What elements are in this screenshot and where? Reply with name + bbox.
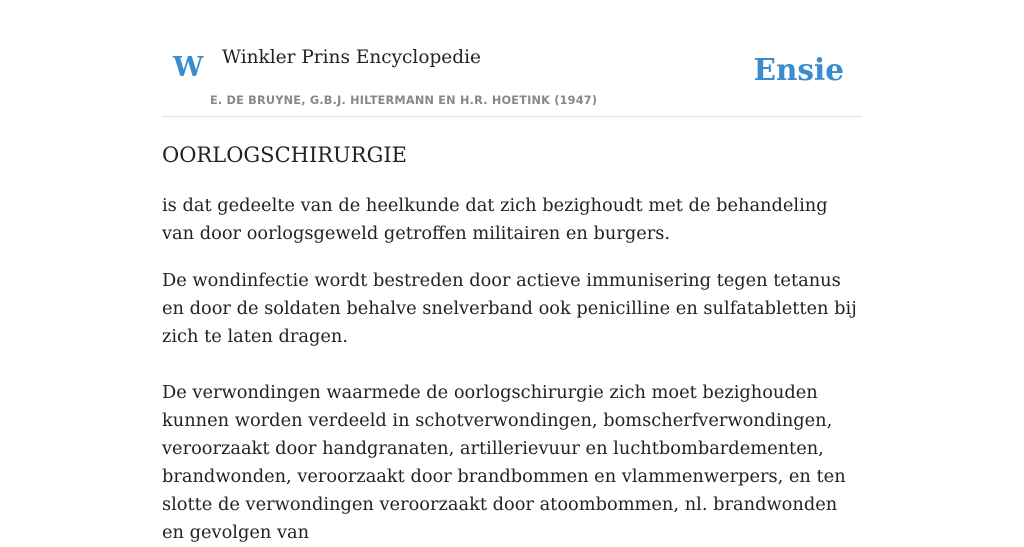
publication-title[interactable]: Winkler Prins Encyclopedie: [222, 47, 481, 68]
ensie-logo[interactable]: Ensie: [753, 52, 844, 87]
encyclopedia-header: [162, 0, 862, 117]
publication-authors: E. DE BRUYNE, G.B.J. HILTERMANN EN H.R. HOETINK (1947): [210, 94, 598, 107]
article-paragraph: is dat gedeelte van de heelkunde dat zich bezighoudt met de behandeling van door oorlogsgeweld getroffen militairen en burgers.: [162, 195, 828, 244]
article-paragraph: De verwondingen waarmede de oorlogschirurgie zich moet bezighouden kunnen worden verdeeld in schotverwondingen, bomscherfverwondingen, veroorzaakt door handgranaten, artillerievuur en luchtbombardementen, brandwonden, veroorzaakt door brandbommen en vlammenwerpers, en ten slotte de verwondingen veroorzaakt door atoombommen, nl. brandwonden en gevolgen van: [162, 382, 846, 543]
article-paragraph: De wondinfectie wordt bestreden door actieve immunisering tegen tetanus en door de soldaten behalve snelverband ook penicilline en sulfatabletten bij zich te laten dragen.: [162, 270, 857, 347]
winkler-prins-logo[interactable]: W: [173, 52, 204, 83]
article-page: [162, 0, 862, 543]
article-title: OORLOGSCHIRURGIE: [162, 143, 407, 167]
